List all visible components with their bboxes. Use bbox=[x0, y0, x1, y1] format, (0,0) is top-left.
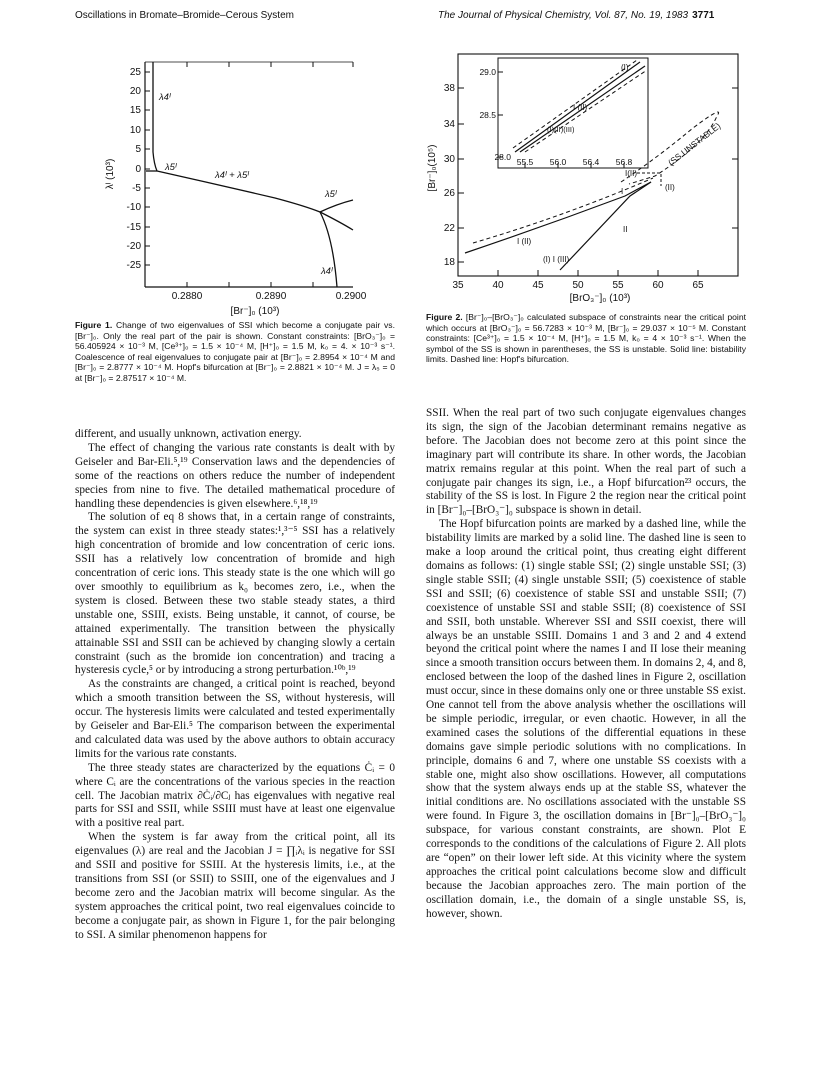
fig2-inset-xtick: 56.8 bbox=[615, 157, 633, 167]
figure-1-caption-label: Figure 1. bbox=[75, 320, 113, 330]
fig1-ytick: -15 bbox=[126, 222, 141, 233]
fig2-inset-label-i-ii: I (II) bbox=[573, 103, 588, 112]
fig1-x-axis-label: [Br⁻]₀ (10³) bbox=[230, 306, 280, 317]
fig2-xtick: 40 bbox=[492, 280, 504, 291]
fig1-ytick: 25 bbox=[129, 67, 141, 78]
fig2-xtick: 50 bbox=[572, 280, 584, 291]
fig1-xtick-marks bbox=[145, 62, 353, 287]
fig2-xtick: 45 bbox=[532, 280, 544, 291]
fig2-inset-ytick: 29.0 bbox=[479, 67, 496, 77]
figure-2-plot bbox=[425, 48, 750, 310]
fig2-xtick: 35 bbox=[452, 280, 464, 291]
fig2-label-ss-unstable: (SS UNSTABLE) bbox=[666, 120, 723, 168]
paragraph: The effect of changing the various rate constants is dealt with by Geiseler and Bar-Eli.⁵,¹⁹ Conservation laws and the dependencies of some of the reactions on others reduce the number of independent species from nine to five. The detailed mathematical procedure of handling these dependencies is given elsewhere.⁶,¹⁸,¹⁹ bbox=[75, 441, 395, 510]
fig2-label-i-ii-small: I(II) bbox=[625, 169, 637, 178]
figure-2-caption-label: Figure 2. bbox=[426, 312, 463, 322]
fig2-inset-xtick: 56.4 bbox=[582, 157, 600, 167]
fig2-x-axis-label: [BrO₃⁻]₀ (10³) bbox=[569, 293, 631, 304]
fig2-inset-xtick: 56.0 bbox=[549, 157, 567, 167]
fig2-label-ii: II bbox=[623, 225, 628, 234]
figure-2-caption-text: [Br⁻]₀–[BrO₃⁻]₀ calculated subspace of constraints near the critical point which occurs at [BrO₃⁻]₀ = 56.7283 × 10⁻³ M, [Br⁻]₀ = 29.037 × 10⁻⁵ M. Constant constraints: [Ce³⁺]₀ = 1.5 × 10⁻⁴ M, [H⁺]₀ = 1.5 M, k₀ = 4 × 10⁻³ s⁻¹. When the symbol of the SS is shown in parentheses, the SS is unstable. Solid line: bistability limits. Dashed line: Hopf's bifurcation. bbox=[426, 312, 746, 365]
fig2-ytick: 30 bbox=[443, 154, 455, 165]
fig1-ytick: -10 bbox=[126, 202, 141, 213]
fig2-inset-ytick: 28.5 bbox=[479, 110, 496, 120]
fig2-y-axis-label: [Br⁻]₀(10⁵) bbox=[427, 144, 438, 192]
figure-2 bbox=[425, 48, 750, 310]
fig2-ytick: 34 bbox=[443, 119, 455, 130]
fig1-label-lambda4-bottom: λ4ᴵ bbox=[321, 266, 333, 277]
fig1-ytick: 15 bbox=[129, 105, 141, 116]
paragraph: When the system is far away from the critical point, all its eigenvalues (λ) are real and the Jacobian J = ∏ᵢλᵢ is negative for SSI and SSII and positive for SSIII. At the hysteresis limits, i.e., at the transitions from SSI (or SSII) to SSIII, one of the eigenvalues and J become zero and the Jacobian matrix will become singular. As the system approaches the critical point, two real eigenvalues coincide to become a conjugate pair, as shown in Figure 1, for the pair belonging to SSI. A similar phenomenon happens for bbox=[75, 831, 395, 941]
figure-1-caption bbox=[75, 320, 395, 384]
paragraph: As the constraints are changed, a critical point is reached, beyond which a smooth transition between the SS, without hysteresis, will occur. The hysteresis limits were calculated and tested experimentally by Geiseler and Bar-Eli.⁵ The comparison between the experimental and calculated data was used by the above authors to obtain accuracy limits for the various rate constants. bbox=[75, 678, 395, 760]
fig2-bistability-upper bbox=[560, 182, 651, 270]
fig2-xtick-marks bbox=[498, 270, 698, 276]
fig2-inset-xtick: 55.5 bbox=[516, 157, 534, 167]
fig2-xtick: 55 bbox=[612, 280, 624, 291]
fig2-xtick: 60 bbox=[652, 280, 664, 291]
fig1-label-lambda4-top: λ4ᴵ bbox=[159, 92, 171, 103]
fig2-ytick: 22 bbox=[443, 223, 455, 234]
fig2-label-i-i-iii: (I) I (III) bbox=[543, 255, 570, 264]
fig2-label-i-ii-low: I (II) bbox=[517, 237, 532, 246]
fig2-inset-ytick: 28.0 bbox=[494, 152, 511, 162]
fig1-y-axis-label: λᴵ (10³) bbox=[105, 158, 116, 190]
fig1-label-lambda5-left: λ5ᴵ bbox=[165, 162, 177, 173]
fig2-ytick: 18 bbox=[443, 257, 455, 268]
fig1-ytick: 0 bbox=[135, 164, 141, 175]
fig2-xtick: 65 bbox=[692, 280, 704, 291]
fig1-ytick: -25 bbox=[126, 260, 141, 271]
fig2-ytick: 38 bbox=[443, 83, 455, 94]
fig1-ytick-marks bbox=[145, 72, 150, 265]
page-number: 3771 bbox=[692, 10, 715, 21]
fig1-ytick: 10 bbox=[129, 125, 141, 136]
figure-2-caption bbox=[426, 312, 746, 365]
fig1-label-lambda5-right: λ5ᴵ bbox=[325, 189, 337, 200]
running-title: Oscillations in Bromate–Bromide–Cerous System bbox=[75, 10, 294, 21]
fig2-label-ii-right: (II) bbox=[665, 183, 675, 192]
fig1-xtick: 0.2890 bbox=[255, 291, 287, 302]
fig2-label-i: I bbox=[621, 187, 624, 196]
paragraph: different, and usually unknown, activation energy. bbox=[75, 428, 302, 440]
fig1-curve-lambda4-upper bbox=[153, 62, 157, 171]
fig1-ytick: 5 bbox=[135, 144, 141, 155]
figure-1-caption-text: Change of two eigenvalues of SSI which become a conjugate pair vs. [Br⁻]₀. Only the real part of the pair is shown. Constant constraints: [BrO₃⁻]₀ = 56.405924 × 10⁻³ M, [Ce³⁺]₀ = 1.5 × 10⁻⁴ M, [H⁺]₀ = 1.5 M, k₀ = 4. × 10⁻³ s⁻¹. Coalescence of real eigenvalues to conjugate pair at [Br⁻]₀ = 2.8954 × 10⁻⁴ M and [Br⁻]₀ = 2.8777 × 10⁻⁴ M. Hopf's bifurcation at [Br⁻]₀ = 2.8821 × 10⁻⁴ M. J = λ₅ = 0 at [Br⁻]₀ = 2.87517 × 10⁻⁴ M. bbox=[75, 320, 395, 383]
fig1-ytick: -20 bbox=[126, 241, 141, 252]
fig1-xtick: 0.2900 bbox=[335, 291, 367, 302]
figure-1 bbox=[75, 52, 395, 317]
paragraph: The three steady states are characterized by the equations Ċᵢ = 0 where Cᵢ are the concentrations of the various species in the reaction cell. The Jacobian matrix ∂Ċᵢ/∂Cⱼ has eigenvalues with negative real parts for SSI and SSII, while SSIII must have at least one eigenvalue with a positive real part. bbox=[75, 761, 395, 830]
fig1-label-pair: λ4ᴵ + λ5ᴵ bbox=[215, 170, 249, 181]
right-column bbox=[426, 407, 746, 922]
paragraph: SSII. When the real part of two such conjugate eigenvalues changes its sign, the sign of the Jacobian determinant remains negative as before. The Jacobian does not become zero at this point since the imaginary part will contribute its share. In other words, the Jacobian matrix remains regular at this point. When the real part of such a conjugate pair changes its sign, i.e., a Hopf bifurcation²³ occurs, the stability of the SS is lost. In Figure 2 the region near the critical point in [Br⁻]₀–[BrO₃⁻]₀ subspace is shown in detail. bbox=[426, 407, 746, 517]
fig1-xtick: 0.2880 bbox=[171, 291, 203, 302]
paragraph: The solution of eq 8 shows that, in a certain range of constraints, the system can exist in three steady states:¹,³⁻⁵ SSI has a relatively high concentration of bromide and low concentration of ceric ions. SSII has a relatively low concentration of bromide and high concentration of ceric ions. This steady state is the one which will go over smoothly to equilibrium as k₀ becomes zero, i.e., when the system is closed. Between these two stable steady states, a third unstable one, SSIII, exists. Being unstable, it cannot, of course, be attained experimentally. The transition between the physically attainable SSI and SSII can be achieved by changing slowly a certain constraint (such as the bromide ion concentration) and tracing a hysteresis cycle,⁵ or by introducing a strong perturbation.¹⁰ᵇ,¹⁹ bbox=[75, 511, 395, 677]
fig1-ytick: 20 bbox=[129, 86, 141, 97]
fig1-curve-lambda5-right bbox=[320, 200, 353, 212]
paragraph: The Hopf bifurcation points are marked by a dashed line, while the bistability limits are marked by a solid line. The dashed line is seen to make a loop around the critical point, thus creating eight different domains as follows: (1) single stable SSI; (2) single unstable SSI; (3) single stable SSII; (4) single unstable SSII; (5) coexistence of stable SSI and SSII; (6) coexistence of stable SSI and unstable SSII; (7) coexistence of unstable SSI and stable SSII; (8) coexistence of SSI and SSII, both unstable. Wherever SSI and SSII coexist, there will always be an unstable SSIII. Domains 1 and 3 and 2 and 4 extend beyond the critical point where the names I and II lose their meaning since a smooth transition occurs between them. In domains 2, 4, and 8, enclosed between the loop of the dashed lines in Figure 2, oscillation must occur, since in these domains only one or three unstable SS exist. One cannot tell from the above analysis whether the oscillations will be simple periodic, irregular, or even chaotic. However, in all the examined cases the solutions of the differential equations in these domains gave simple periodic solutions with no complications. In principle, domains 6 and 7, where one unstable SS coexists with a stable one, might also show oscillations. However, all computations show that the system always ends up at the stable SS, whatever the initial conditions are. No oscillations associated with the unstable SS were found. In Figure 3, the oscillation domains in [Br⁻]₀–[BrO₃⁻]₀ subspace, for various constant constraints, are shown. Plot E corresponds to the conditions of the calculations of Figure 2. All plots are “open” on their lower left side. At this vicinity where the system approaches the critical point calculations become slow and difficult because the Jacobian approaches zero. The main portion of the oscillation domain, i.e., the domain of a single unstable SS, is, however, shown. bbox=[426, 518, 747, 920]
journal-citation: The Journal of Physical Chemistry, Vol. 87, No. 19, 1983 bbox=[438, 10, 689, 21]
figure-1-plot bbox=[75, 52, 395, 317]
fig2-inset-label-i-ii-iii: (I)(II)(III) bbox=[547, 125, 575, 134]
journal-header bbox=[438, 10, 714, 21]
fig2-inset-label-i: (I) bbox=[621, 63, 629, 72]
fig1-ytick: -5 bbox=[132, 183, 141, 194]
left-column bbox=[75, 428, 395, 943]
fig2-ytick: 26 bbox=[443, 188, 455, 199]
